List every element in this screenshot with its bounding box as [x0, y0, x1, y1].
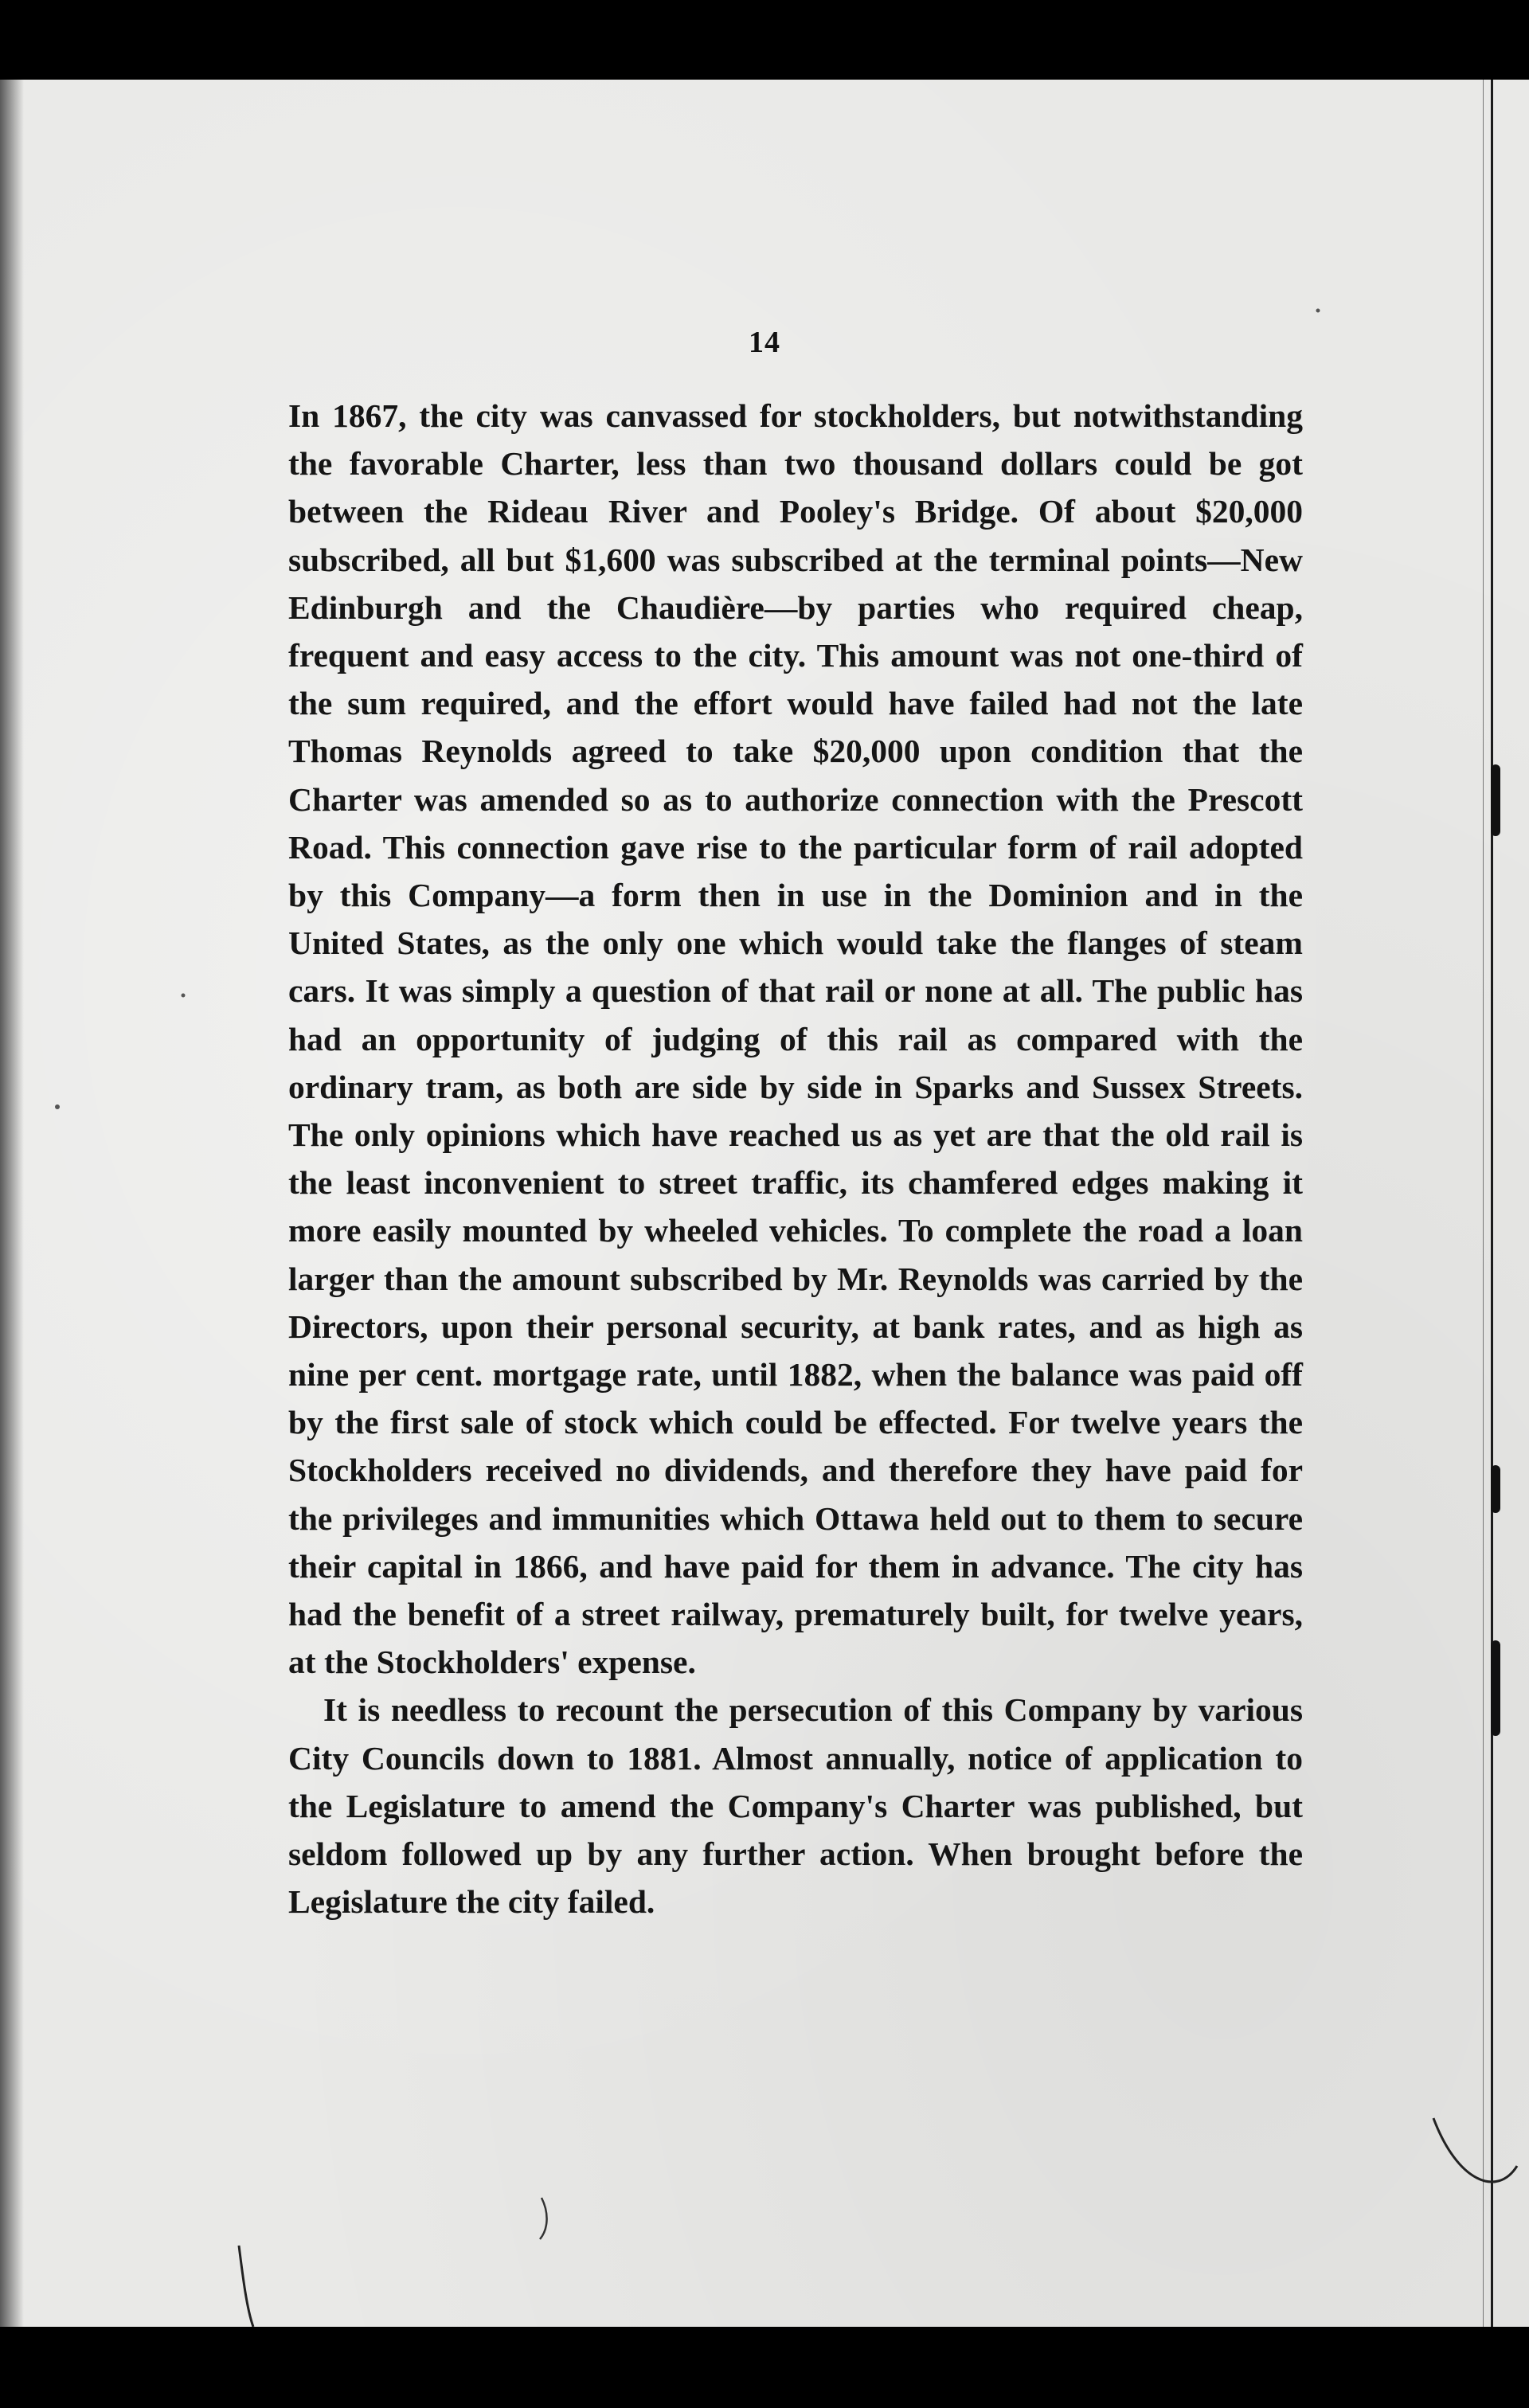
body-text [288, 392, 1303, 1926]
paragraph: It is needless to recount the persecution of this Company by various City Councils down to 1881. Almost annually, notice of application to the Legislature to amend the Company's Charter was published, but seldom followed up by any further action. When brought before the Legislature the city failed. [288, 1691, 1303, 1921]
document-page [0, 80, 1529, 2327]
binding-mark [1491, 1465, 1500, 1513]
binding-mark [1491, 1640, 1500, 1736]
binding-edge [1491, 80, 1493, 2327]
binding-mark [1491, 764, 1500, 836]
page-edge-shadow [0, 80, 24, 2327]
paragraph: In 1867, the city was canvassed for stockholders, but notwithstanding the favorable Charter, less than two thousand dollars could be got between the Rideau River and Pooley's Bridge. Of about $20,000 subscribed, all but $1,600 was subscribed at the terminal points—New Edinburgh and the Chaudière—by parties who required cheap, frequent and easy access to the city. This amount was not one-third of the sum required, and the effort would have failed had not the late Thomas Reynolds agreed to take $20,000 upon condition that the Charter was amended so as to authorize connection with the Prescott Road. This connection gave rise to the particular form of rail adopted by this Company—a form then in use in the Dominion and in the United States, as the only one which would take the flanges of steam cars. It was simply a question of that rail or none at all. The public has had an opportunity of judging of this rail as compared with the ordinary tram, as both are side by side in Sparks and Sussex Streets. The only opinions which have reached us as yet are that the old rail is the least inconvenient to street traffic, its chamfered edges making it more easily mounted by wheeled vehicles. To complete the road a loan larger than the amount subscribed by Mr. Reynolds was carried by the Directors, upon their personal security, at bank rates, and as high as nine per cent. mortgage rate, until 1882, when the balance was paid off by the first sale of stock which could be effected. For twelve years the Stockholders received no dividends, and therefore they have paid for the privileges and immunities which Ottawa held out to them to secure their capital in 1866, and have paid for them in advance. The city has had the benefit of a street railway, prematurely built, for twelve years, at the Stockholders' expense. [288, 397, 1303, 1681]
page-number: 14 [749, 326, 780, 359]
page-fold-line [1483, 80, 1484, 2327]
